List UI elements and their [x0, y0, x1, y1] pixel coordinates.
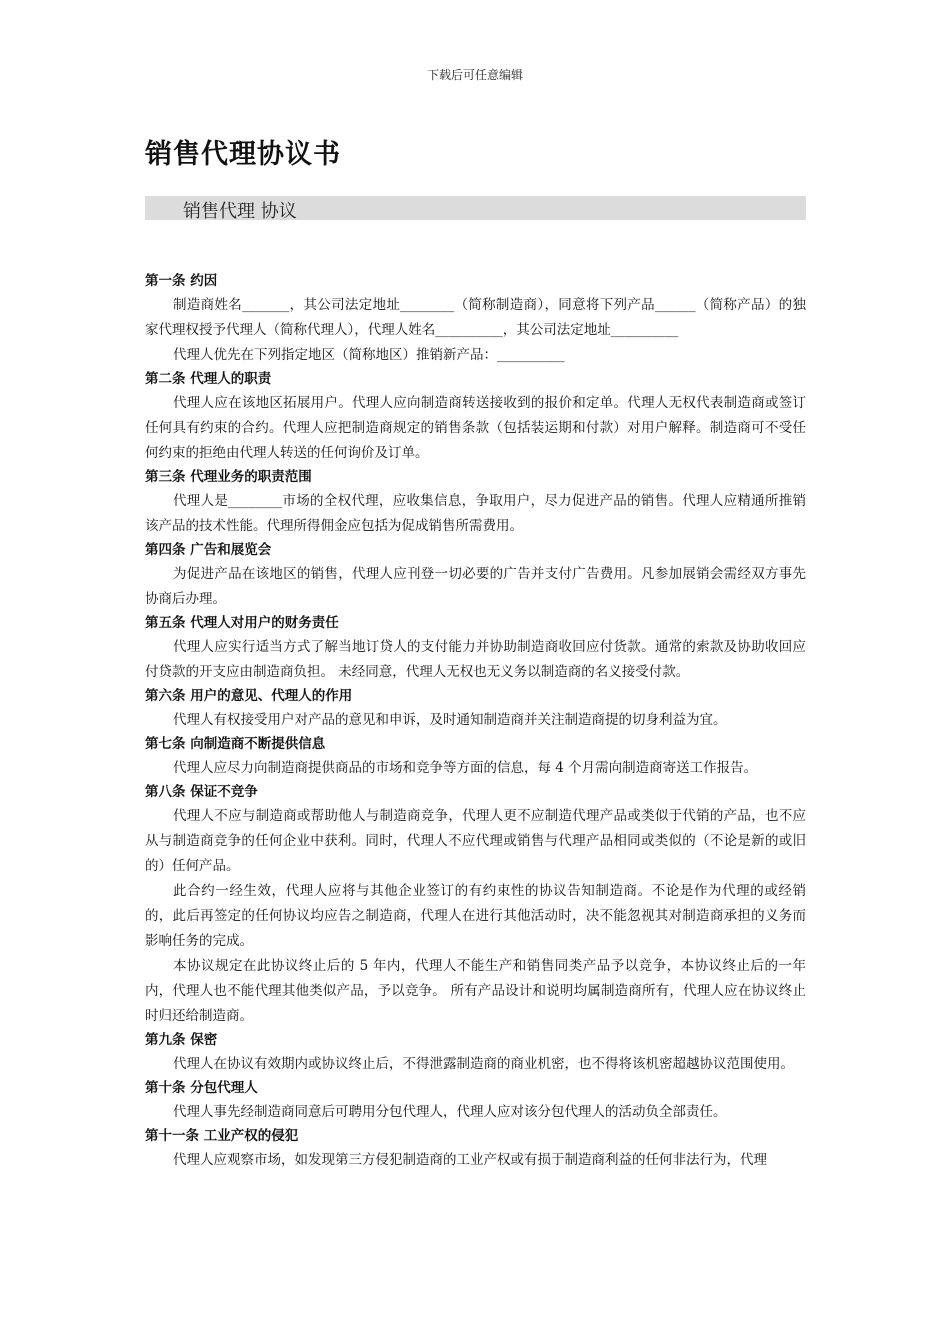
article-5 [145, 612, 806, 685]
article-paragraph: 代理人应实行适当方式了解当地订贷人的支付能力并协助制造商收回应付货款。通常的索款及协助收回应付贷款的开支应由制造商负担。 未经同意，代理人无权也无义务以制造商的名义接受付款。 [145, 639, 806, 680]
article-heading: 第二条 代理人的职责 [145, 371, 272, 387]
article-2 [145, 368, 806, 466]
article-heading: 第十一条 工业产权的侵犯 [145, 1128, 299, 1144]
article-paragraph: 代理人事先经制造商同意后可聘用分包代理人，代理人应对该分包代理人的活动负全部责任。 [173, 1104, 727, 1120]
article-paragraph: 本协议规定在此协议终止后的 5 年内，代理人不能生产和销售同类产品予以竞争，本协议终止后的一年内，代理人也不能代理其他类似产品，予以竞争。 所有产品设计和说明均属制造商所有，代理人应在协议终止时归还给制造商。 [145, 958, 806, 1024]
article-4 [145, 539, 806, 612]
article-paragraph: 代理人在协议有效期内或协议终止后，不得泄露制造商的商业机密，也不得将该机密超越协议范围使用。 [173, 1056, 794, 1072]
article-heading: 第四条 广告和展览会 [145, 542, 272, 558]
subtitle-bar [145, 196, 806, 220]
article-heading: 第十条 分包代理人 [145, 1080, 258, 1096]
article-heading: 第一条 约因 [145, 273, 218, 289]
article-1 [145, 270, 806, 368]
article-paragraph: 代理人优先在下列指定地区（简称地区）推销新产品：__________ [173, 347, 565, 363]
article-paragraph: 为促进产品在该地区的销售，代理人应刊登一切必要的广告并支付广告费用。凡参加展销会需经双方事先协商后办理。 [145, 566, 806, 607]
article-heading: 第九条 保密 [145, 1032, 218, 1048]
document-title: 销售代理协议书 [145, 139, 341, 170]
article-paragraph: 代理人是________市场的全权代理，应收集信息，争取用户，尽力促进产品的销售。代理人应精通所推销该产品的技术性能。代理所得佣金应包括为促成销售所需费用。 [145, 493, 806, 534]
article-heading: 第六条 用户的意见、代理人的作用 [145, 688, 353, 704]
header-note: 下载后可任意编辑 [426, 68, 523, 82]
article-11 [145, 1125, 806, 1173]
article-paragraph: 此合约一经生效，代理人应将与其他企业签订的有约束性的协议告知制造商。不论是作为代理的或经销的，此后再签定的任何协议均应告之制造商，代理人在进行其他活动时，决不能忽视其对制造商承担的义务而影响任务的完成。 [145, 883, 806, 949]
article-paragraph: 代理人不应与制造商或帮助他人与制造商竞争，代理人更不应制造代理产品或类似于代销的产品，也不应从与制造商竞争的任何企业中获利。同时，代理人不应代理或销售与代理产品相同或类似的（不论是新的或旧的）任何产品。 [145, 808, 806, 874]
document-body [145, 270, 806, 1173]
article-heading: 第三条 代理业务的职责范围 [145, 469, 312, 485]
article-paragraph: 代理人应观察市场，如发现第三方侵犯制造商的工业产权或有损于制造商利益的任何非法行为，代理 [173, 1152, 767, 1168]
article-6 [145, 685, 806, 733]
subtitle: 销售代理 协议 [183, 201, 297, 222]
article-paragraph: 代理人应尽力向制造商提供商品的市场和竞争等方面的信息，每 4 个月需向制造商寄送工作报告。 [173, 760, 758, 776]
article-7 [145, 733, 806, 781]
article-8 [145, 781, 806, 1029]
article-heading: 第七条 向制造商不断提供信息 [145, 736, 326, 752]
article-heading: 第八条 保证不竞争 [145, 784, 258, 800]
article-10 [145, 1077, 806, 1125]
article-paragraph: 代理人应在该地区拓展用户。代理人应向制造商转送接收到的报价和定单。代理人无权代表制造商或签订任何具有约束的合约。代理人应把制造商规定的销售条款（包括装运期和付款）对用户解释。制造商可不受任何约束的拒绝由代理人转送的任何询价及订单。 [145, 395, 806, 461]
article-paragraph: 代理人有权接受用户对产品的意见和申诉，及时通知制造商并关注制造商提的切身利益为宜。 [173, 712, 727, 728]
article-paragraph: 制造商姓名_______，其公司法定地址________（简称制造商），同意将下列产品______（简称产品）的独家代理权授予代理人（简称代理人），代理人姓名__________，其公司法定地址__________ [145, 297, 806, 338]
article-heading: 第五条 代理人对用户的财务责任 [145, 615, 339, 631]
article-3 [145, 466, 806, 539]
article-9 [145, 1029, 806, 1077]
